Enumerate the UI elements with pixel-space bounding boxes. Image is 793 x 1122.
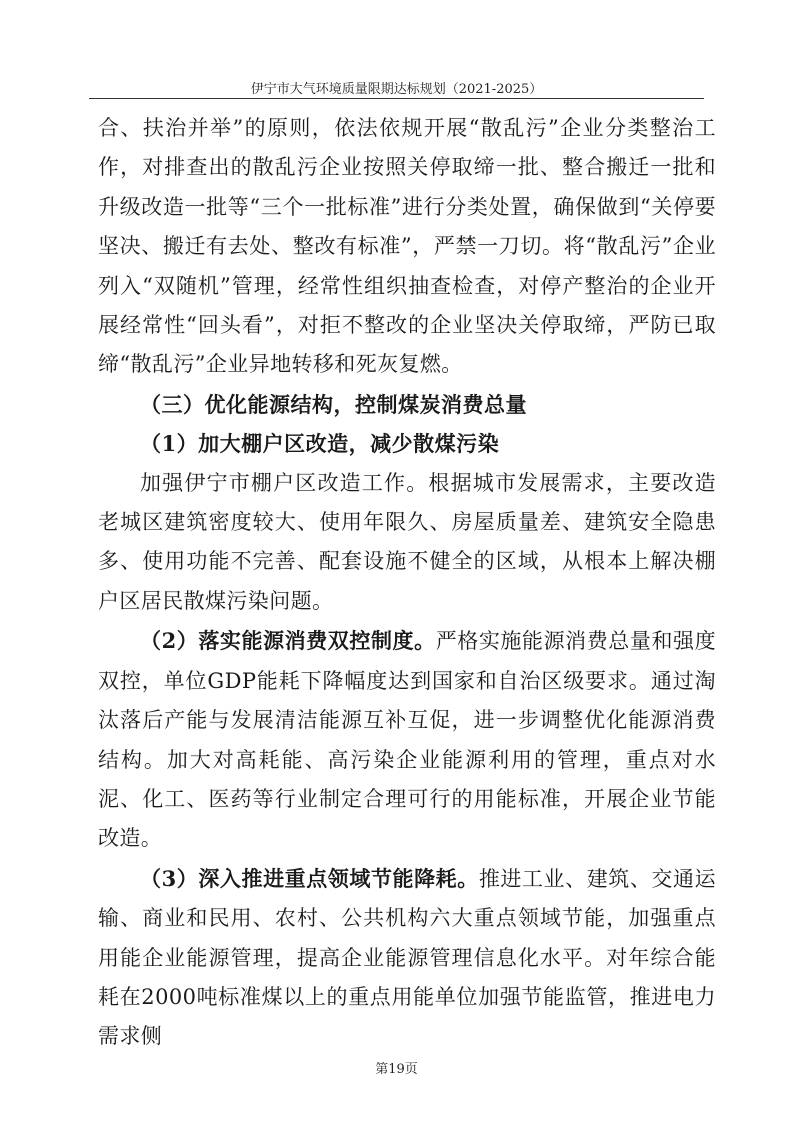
- paragraph-body-text: 严格实施能源消费总量和强度双控，单位GDP能耗下降幅度达到国家和自治区级要求。通过淘汰落后产能与发展清洁能源互补互促，进一步调整优化能源消费结构。加大对高耗能、高污染企业能源利用的管理，重点对水泥、化工、医药等行业制定合理可行的用能标准，开展企业节能改造。: [98, 629, 716, 851]
- paragraph-continued: 合、扶治并举”的原则，依法依规开展“散乱污”企业分类整治工作，对排查出的散乱污企业按照关停取缔一批、整合搬迁一批和升级改造一批等“三个一批标准”进行分类处置，确保做到“关停要坚决、搬迁有去处、整改有标准”，严禁一刀切。将“散乱污”企业列入“双随机”管理，经常性组织抽查检查，对停产整治的企业开展经常性“回头看”，对拒不整改的企业坚决关停取缔，严防已取缔“散乱污”企业异地转移和死灰复燃。: [98, 116, 716, 377]
- paragraph-body-text: 推进工业、建筑、交通运输、商业和民用、农村、公共机构六大重点领域节能，加强重点用能企业能源管理，提高企业能源管理信息化水平。对年综合能耗在2000吨标准煤以上的重点用能单位加强节能监管，推进电力需求侧: [98, 866, 716, 1049]
- paragraph-lead-title: （3）深入推进重点领域节能降耗。: [140, 865, 479, 891]
- subsection-heading: （1）加大棚户区改造，减少散煤污染: [140, 431, 500, 457]
- paragraph-shantytown: 加强伊宁市棚户区改造工作。根据城市发展需求，主要改造老城区建筑密度较大、使用年限久、房屋质量差、建筑安全隐患多、使用功能不完善、配套设施不健全的区域，从根本上解决棚户区居民散煤污染问题。: [98, 470, 716, 613]
- section-heading: （三）优化能源结构，控制煤炭消费总量: [140, 391, 527, 417]
- page-number: 第19页: [375, 1062, 418, 1077]
- document-body: [98, 109, 716, 1057]
- running-header: 伊宁市大气环境质量限期达标规划（2021-2025）: [250, 82, 543, 97]
- header-divider: [89, 98, 704, 99]
- paragraph-dual-control: [98, 621, 716, 858]
- paragraph-lead-title: （2）落实能源消费双控制度。: [140, 628, 436, 654]
- paragraph-energy-saving: [98, 859, 716, 1057]
